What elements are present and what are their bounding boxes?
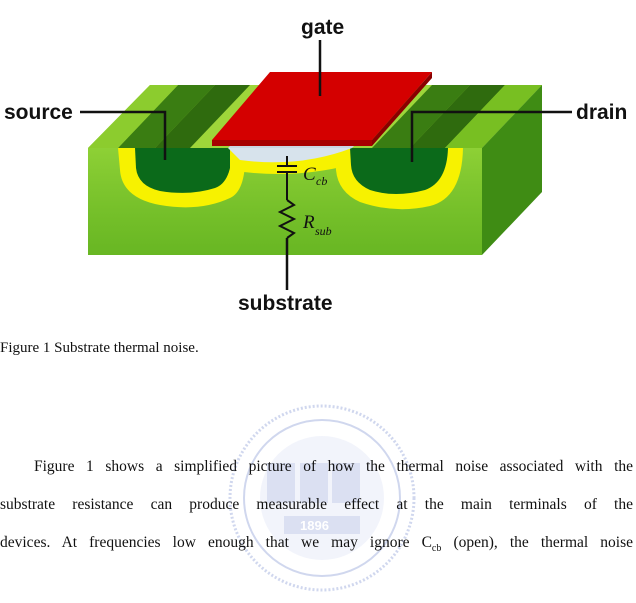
paragraph-line-2: substrate resistance can produce measurable effect at the main terminals of the bbox=[0, 496, 633, 513]
paragraph-line-1: Figure 1 shows a simplified picture of how the thermal noise associated with the bbox=[34, 458, 633, 475]
line3-post: (open), the thermal noise bbox=[441, 534, 633, 551]
substrate-label: substrate bbox=[238, 292, 333, 315]
source-well bbox=[135, 148, 232, 193]
figure-caption: Figure 1 Substrate thermal noise. bbox=[0, 340, 199, 356]
line3-sub: cb bbox=[431, 543, 442, 555]
capacitor-label-sub: cb bbox=[316, 174, 328, 188]
body-paragraph bbox=[0, 448, 633, 562]
paragraph-line-3 bbox=[0, 524, 633, 562]
gate-front bbox=[212, 140, 372, 146]
resistor-label-sub: sub bbox=[315, 224, 332, 238]
resistor-label: R bbox=[303, 212, 315, 233]
line3-pre: devices. At frequencies low enough that we may ignore C bbox=[0, 534, 432, 551]
source-label: source bbox=[4, 101, 73, 124]
gate-label: gate bbox=[301, 16, 345, 39]
drain-label: drain bbox=[576, 101, 628, 124]
seal-year: 1896 bbox=[300, 518, 329, 533]
capacitor-label: C bbox=[303, 164, 316, 185]
